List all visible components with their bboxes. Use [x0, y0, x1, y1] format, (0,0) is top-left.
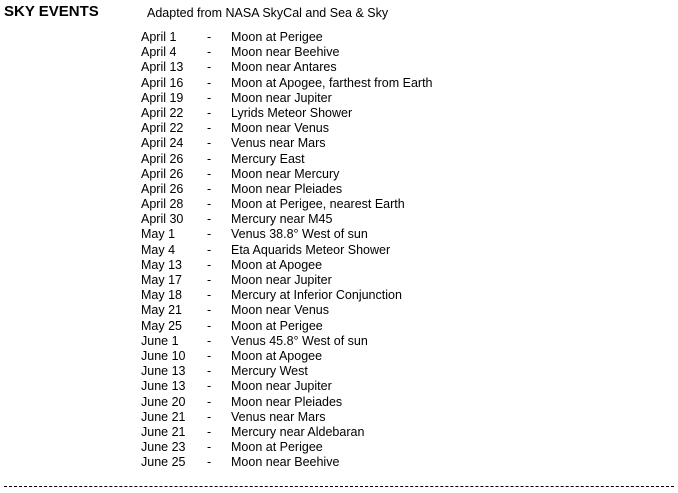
event-date: June 21 [141, 409, 186, 424]
event-description: Moon at Perigee [231, 318, 323, 333]
event-description: Lyrids Meteor Shower [231, 105, 353, 120]
event-separator: - [207, 288, 212, 303]
event-description: Moon at Apogee [231, 348, 323, 363]
event-description: Eta Aquarids Meteor Shower [231, 242, 391, 257]
event-date: May 18 [141, 288, 182, 303]
event-description: Venus 38.8° West of sun [231, 227, 368, 242]
event-separator: - [207, 318, 212, 333]
event-description: Mercury near M45 [231, 212, 333, 227]
event-date: April 16 [141, 75, 184, 90]
event-date: April 24 [141, 136, 184, 151]
event-description: Venus near Mars [231, 136, 326, 151]
event-separator: - [207, 227, 212, 242]
source-credit: Adapted from NASA SkyCal and Sea & Sky [147, 6, 389, 20]
event-separator: - [207, 105, 212, 120]
event-date: May 25 [141, 318, 182, 333]
event-separator: - [207, 45, 212, 60]
event-separator: - [207, 379, 212, 394]
event-date: April 26 [141, 151, 184, 166]
event-date: June 20 [141, 394, 186, 409]
event-separator: - [207, 75, 212, 90]
event-date: June 21 [141, 424, 186, 439]
event-separator: - [207, 348, 212, 363]
event-separator: - [207, 90, 212, 105]
event-description: Moon near Jupiter [231, 379, 332, 394]
event-date: June 13 [141, 379, 186, 394]
event-date: June 1 [141, 333, 179, 348]
event-separator: - [207, 166, 212, 181]
event-separator: - [207, 440, 212, 455]
event-separator: - [207, 136, 212, 151]
event-description: Moon at Perigee [231, 30, 323, 44]
event-date: April 30 [141, 212, 184, 227]
event-date: April 22 [141, 105, 184, 120]
event-description: Mercury West [231, 364, 308, 379]
event-separator: - [207, 424, 212, 439]
dashed-divider [4, 486, 674, 487]
event-date: April 4 [141, 45, 177, 60]
event-separator: - [207, 197, 212, 212]
event-date: April 28 [141, 197, 184, 212]
event-separator: - [207, 273, 212, 287]
event-description: Moon near Beehive [231, 455, 340, 470]
event-date: June 10 [141, 348, 186, 363]
event-description: Moon near Pleiades [231, 181, 343, 196]
event-description: Moon near Antares [231, 60, 337, 75]
event-separator: - [207, 121, 212, 136]
event-date: April 19 [141, 90, 184, 105]
event-description: Moon near Jupiter [231, 90, 332, 105]
event-description: Moon near Beehive [231, 45, 340, 60]
event-separator: - [207, 181, 212, 196]
event-description: Moon at Perigee [231, 440, 323, 455]
event-description: Moon near Jupiter [231, 273, 332, 287]
event-date: April 22 [141, 121, 184, 136]
event-date: May 21 [141, 303, 182, 318]
event-description: Moon near Pleiades [231, 394, 343, 409]
event-separator: - [207, 257, 212, 272]
event-description: Moon near Venus [231, 303, 329, 318]
event-separator: - [207, 242, 212, 257]
event-description: Moon near Venus [231, 121, 329, 136]
event-date: April 1 [141, 30, 177, 44]
event-date: May 13 [141, 257, 182, 272]
event-separator: - [207, 455, 212, 470]
event-date: May 17 [141, 273, 182, 287]
event-date: June 25 [141, 455, 186, 470]
event-description: Moon at Apogee [231, 257, 323, 272]
event-separator: - [207, 394, 212, 409]
event-separator: - [207, 30, 212, 44]
event-date: June 23 [141, 440, 186, 455]
event-description: Mercury East [231, 151, 305, 166]
event-description: Moon near Mercury [231, 166, 340, 181]
event-date: April 26 [141, 181, 184, 196]
event-separator: - [207, 409, 212, 424]
event-description: Venus 45.8° West of sun [231, 333, 368, 348]
event-separator: - [207, 60, 212, 75]
event-date: May 1 [141, 227, 176, 242]
event-description: Moon at Perigee, nearest Earth [231, 197, 405, 212]
event-separator: - [207, 333, 212, 348]
event-description: Moon at Apogee, farthest from Earth [231, 75, 433, 90]
event-date: April 26 [141, 166, 184, 181]
event-separator: - [207, 364, 212, 379]
event-date: April 13 [141, 60, 184, 75]
event-description: Mercury near Aldebaran [231, 424, 365, 439]
event-date: June 13 [141, 364, 186, 379]
page-title: SKY EVENTS [4, 3, 99, 20]
event-separator: - [207, 151, 212, 166]
event-description: Mercury at Inferior Conjunction [231, 288, 402, 303]
event-separator: - [207, 303, 212, 318]
event-date: May 4 [141, 242, 176, 257]
event-separator: - [207, 212, 212, 227]
event-description: Venus near Mars [231, 409, 326, 424]
